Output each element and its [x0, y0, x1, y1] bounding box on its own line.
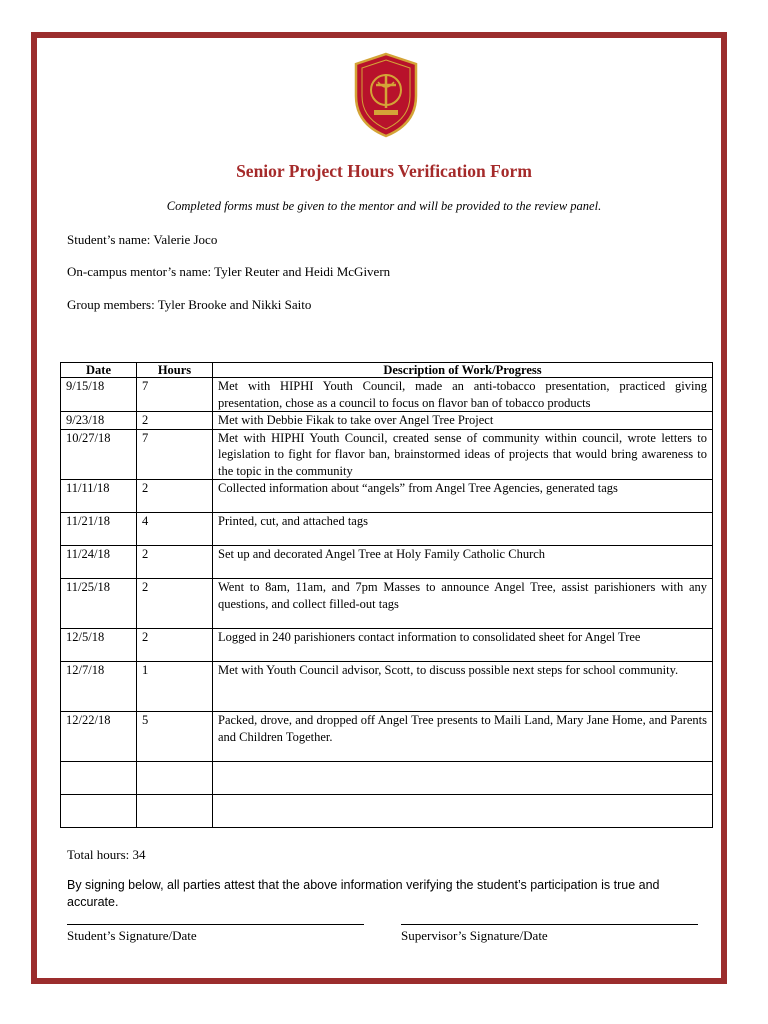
row-hours: 1	[137, 662, 213, 712]
table-row	[61, 429, 713, 480]
student-signature-label: Student’s Signature/Date	[67, 928, 197, 943]
header-description: Description of Work/Progress	[213, 363, 713, 378]
row-hours: 5	[137, 712, 213, 762]
row-description: Set up and decorated Angel Tree at Holy Family Catholic Church	[213, 546, 713, 579]
header-hours: Hours	[137, 363, 213, 378]
row-hours: 7	[137, 378, 213, 412]
table-row-empty	[61, 762, 713, 795]
table-row	[61, 546, 713, 579]
table-row	[61, 412, 713, 430]
student-name: Student’s name: Valerie Joco	[67, 232, 218, 247]
row-description: Met with Youth Council advisor, Scott, to discuss possible next steps for school community.	[213, 662, 713, 712]
row-date: 9/15/18	[61, 378, 137, 412]
row-hours: 4	[137, 513, 213, 546]
table-row	[61, 629, 713, 662]
supervisor-signature-line[interactable]	[401, 924, 698, 925]
row-hours	[137, 795, 213, 828]
row-description: Met with Debbie Fikak to take over Angel Tree Project	[213, 412, 713, 430]
row-hours: 2	[137, 480, 213, 513]
row-date: 12/7/18	[61, 662, 137, 712]
row-date: 12/22/18	[61, 712, 137, 762]
student-signature-line[interactable]	[67, 924, 364, 925]
row-description: Printed, cut, and attached tags	[213, 513, 713, 546]
total-hours: Total hours: 34	[67, 847, 146, 862]
attestation-text: By signing below, all parties attest that the above information verifying the student’s participation is true and accurate.	[67, 878, 660, 909]
header-date: Date	[61, 363, 137, 378]
form-subtitle: Completed forms must be given to the mentor and will be provided to the review panel.	[166, 199, 602, 213]
row-description	[213, 762, 713, 795]
row-date: 11/25/18	[61, 579, 137, 629]
table-row	[61, 662, 713, 712]
row-description: Packed, drove, and dropped off Angel Tree presents to Maili Land, Mary Jane Home, and Parents and Children Together.	[213, 712, 713, 762]
row-description	[213, 795, 713, 828]
form-title: Senior Project Hours Verification Form	[236, 161, 532, 181]
mentor-name: On-campus mentor’s name: Tyler Reuter and Heidi McGivern	[67, 264, 391, 279]
table-row-empty	[61, 795, 713, 828]
row-hours: 2	[137, 579, 213, 629]
row-hours: 2	[137, 629, 213, 662]
group-members: Group members: Tyler Brooke and Nikki Saito	[67, 297, 312, 312]
table-row	[61, 712, 713, 762]
row-hours: 2	[137, 412, 213, 430]
row-hours	[137, 762, 213, 795]
row-description: Went to 8am, 11am, and 7pm Masses to announce Angel Tree, assist parishioners with any questions, and collect filled-out tags	[213, 579, 713, 629]
table-row	[61, 480, 713, 513]
row-date: 10/27/18	[61, 429, 137, 480]
supervisor-signature-label: Supervisor’s Signature/Date	[401, 928, 548, 943]
school-seal-logo	[352, 52, 420, 138]
row-hours: 2	[137, 546, 213, 579]
table-header-row	[61, 363, 713, 378]
hours-table	[60, 362, 713, 828]
table-row	[61, 513, 713, 546]
row-date: 11/21/18	[61, 513, 137, 546]
row-hours: 7	[137, 429, 213, 480]
row-date: 11/11/18	[61, 480, 137, 513]
row-date	[61, 795, 137, 828]
row-description: Met with HIPHI Youth Council, made an anti-tobacco presentation, practiced giving presentation, chose as a council to focus on flavor ban of tobacco products	[213, 378, 713, 412]
row-description: Collected information about “angels” from Angel Tree Agencies, generated tags	[213, 480, 713, 513]
row-description: Logged in 240 parishioners contact information to consolidated sheet for Angel Tree	[213, 629, 713, 662]
row-date: 12/5/18	[61, 629, 137, 662]
table-row	[61, 579, 713, 629]
row-date: 9/23/18	[61, 412, 137, 430]
row-description: Met with HIPHI Youth Council, created sense of community within council, wrote letters to legislation to fight for flavor ban, brainstormed ideas of projects that would bring awareness to the topic in the community	[213, 429, 713, 480]
row-date: 11/24/18	[61, 546, 137, 579]
row-date	[61, 762, 137, 795]
table-row	[61, 378, 713, 412]
